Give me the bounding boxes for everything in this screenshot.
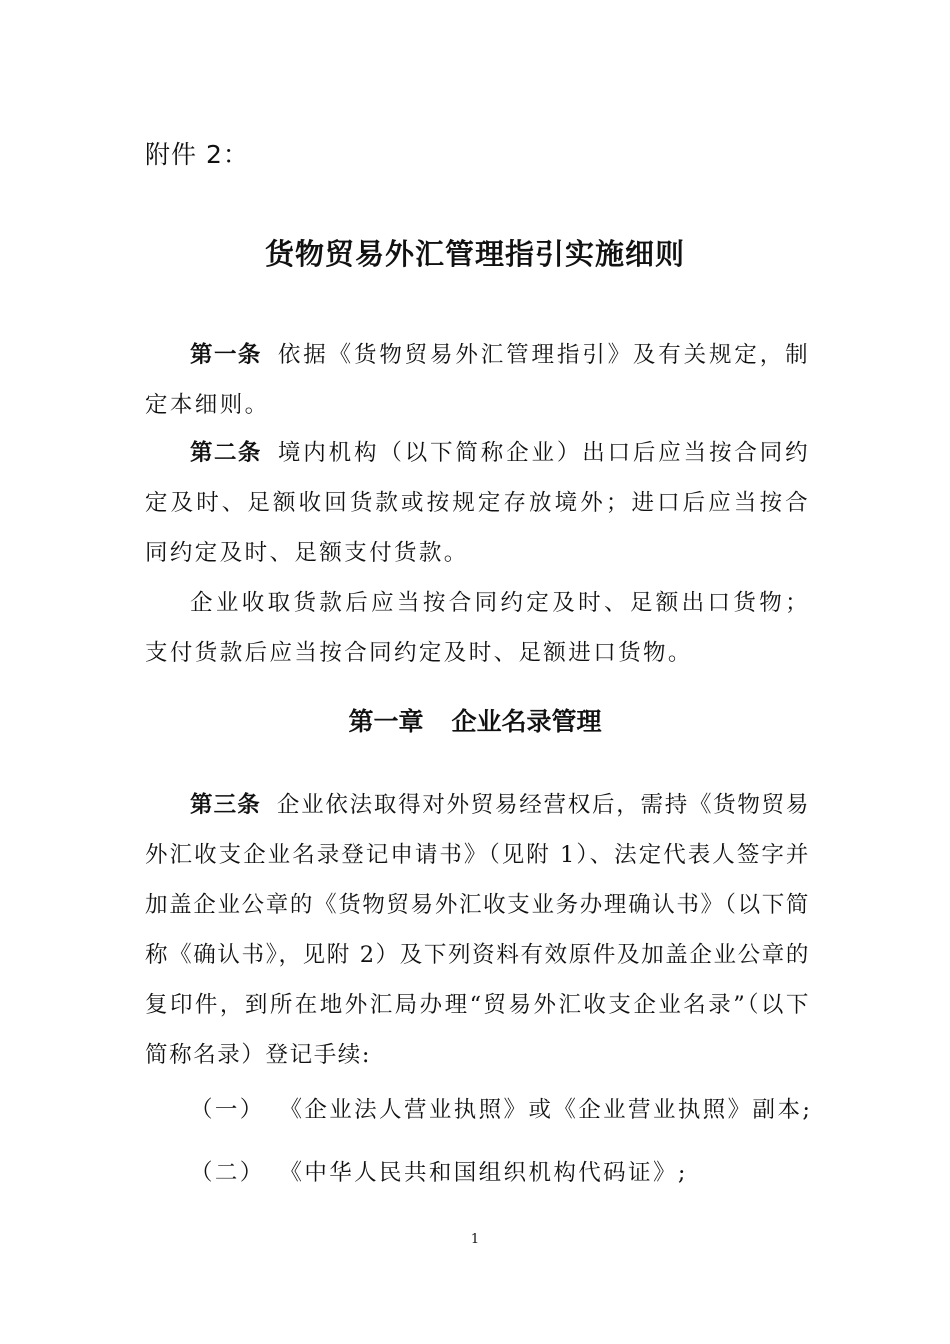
page-number: 1 — [470, 1232, 480, 1247]
item-text: 《中华人民共和国组织机构代码证》; — [290, 1160, 688, 1186]
chapter-name: 企业名录管理 — [451, 707, 602, 736]
item-number: （一） — [190, 1097, 265, 1123]
chapter-heading — [0, 702, 950, 738]
article-text: 境内机构（以下简称企业）出口后应当按合同约定及时、足额收回货款或按规定存放境外；进口后应当按合同约定及时、足额支付货款。 — [145, 440, 810, 566]
article-2-paragraph-2 — [145, 578, 810, 678]
article-2 — [145, 428, 810, 578]
article-text: 企业收取货款后应当按合同约定及时、足额出口货物；支付货款后应当按合同约定及时、足额进口货物。 — [145, 590, 810, 666]
list-item — [190, 1092, 812, 1124]
article-text: 企业依法取得对外贸易经营权后，需持《货物贸易外汇收支企业名录登记申请书》（见附 1）、法定代表人签字并加盖企业公章的《货物贸易外汇收支业务办理确认书》（以下简称《确认书》，见附 2）及下列资料有效原件及加盖企业公章的复印件，到所在地外汇局办理“贸易外汇收支企业名录”（以下简称名录）登记手续: — [145, 792, 810, 1068]
article-text: 依据《货物贸易外汇管理指引》及有关规定，制定本细则。 — [145, 342, 810, 418]
chapter-number: 第一章 — [348, 707, 424, 736]
document-title: 货物贸易外汇管理指引实施细则 — [264, 237, 685, 271]
article-label: 第二条 — [190, 440, 262, 466]
article-label: 第一条 — [190, 342, 262, 368]
item-number: （二） — [190, 1160, 265, 1186]
list-item — [190, 1155, 688, 1187]
article-3 — [145, 780, 810, 1080]
article-1 — [145, 330, 810, 430]
article-label: 第三条 — [190, 792, 261, 818]
item-text: 《企业法人营业执照》或《企业营业执照》副本; — [290, 1097, 813, 1123]
attachment-label: 附件 2： — [145, 140, 249, 169]
